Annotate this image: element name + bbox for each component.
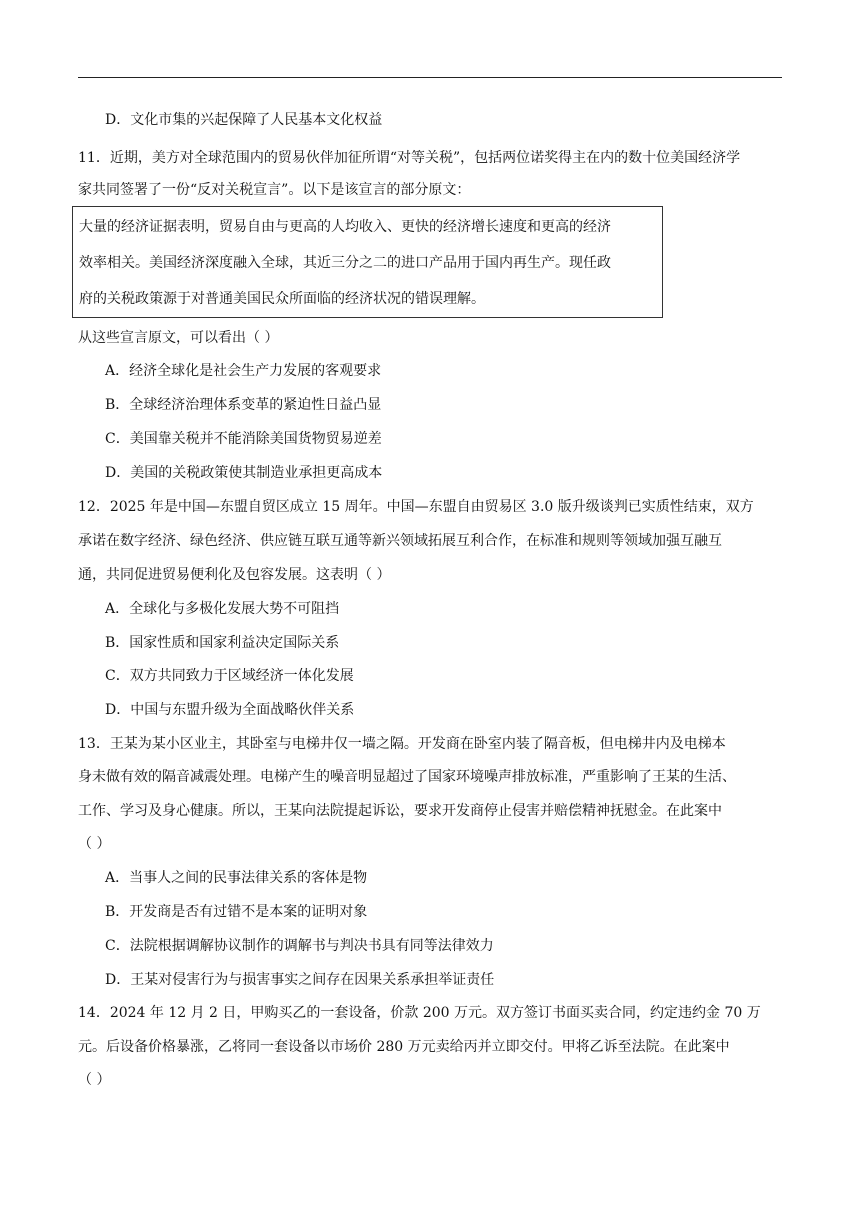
q11-stem-line-1: 11．近期，美方对全球范围内的贸易伙伴加征所谓“对等关税”，包括两位诺奖得主在内的数十位美国经济学 [78,150,741,166]
q12-option-a: A．全球化与多极化发展大势不可阻挡 [105,601,340,617]
q13-option-d: D．王某对侵害行为与损害事实之间存在因果关系承担举证责任 [105,972,495,988]
q14-stem-line-2: 元。后设备价格暴涨，乙将同一套设备以市场价 280 万元卖给丙并立即交付。甲将乙诉至法院。在此案中 [78,1039,730,1055]
q12-stem-line-3: 通，共同促进贸易便利化及包容发展。这表明（ ） [78,567,391,583]
q11-option-a: A．经济全球化是社会生产力发展的客观要求 [105,363,382,379]
q11-quote-line-2: 效率相关。美国经济深度融入全球，其近三分之二的进口产品用于国内再生产。现任政 [79,255,611,271]
q14-stem-line-1: 14．2024 年 12 月 2 日，甲购买乙的一套设备，价款 200 万元。双方签订书面买卖合同，约定违约金 70 万 [78,1005,761,1021]
q13-stem-line-4: （ ） [78,836,111,852]
q12-option-d: D．中国与东盟升级为全面战略伙伴关系 [105,702,355,718]
q13-stem-line-3: 工作、学习及身心健康。所以，王某向法院提起诉讼，要求开发商停止侵害并赔偿精神抚慰金。在此案中 [78,803,722,819]
q11-question: 从这些宣言原文，可以看出（ ） [78,330,279,346]
q11-quote-box [72,206,663,318]
q12-stem-line-1: 12．2025 年是中国—东盟自贸区成立 15 周年。中国—东盟自由贸易区 3.0 版升级谈判已实质性结束，双方 [78,499,754,515]
q11-quote-line-3: 府的关税政策源于对普通美国民众所面临的经济状况的错误理解。 [79,291,485,307]
q11-option-b: B．全球经济治理体系变革的紧迫性日益凸显 [105,397,382,413]
q12-option-b: B．国家性质和国家利益决定国际关系 [105,635,340,651]
q12-stem-line-2: 承诺在数字经济、绿色经济、供应链互联互通等新兴领域拓展互利合作，在标准和规则等领域加强互融互 [78,533,722,549]
q13-option-a: A．当事人之间的民事法律关系的客体是物 [105,870,368,886]
header-rule [78,77,782,78]
q13-stem-line-1: 13．王某为某小区业主，其卧室与电梯井仅一墙之隔。开发商在卧室内装了隔音板，但电梯井内及电梯本 [78,736,726,752]
q14-stem-line-3: （ ） [78,1072,111,1088]
q11-quote-line-1: 大量的经济证据表明，贸易自由与更高的人均收入、更快的经济增长速度和更高的经济 [79,219,611,235]
q11-stem-line-2: 家共同签署了一份“反对关税宣言”。以下是该宣言的部分原文： [78,182,471,198]
q10-option-d: D．文化市集的兴起保障了人民基本文化权益 [105,112,383,128]
q11-option-d: D．美国的关税政策使其制造业承担更高成本 [105,465,383,481]
q13-option-c: C．法院根据调解协议制作的调解书与判决书具有同等法律效力 [105,938,494,954]
q12-option-c: C．双方共同致力于区域经济一体化发展 [105,668,354,684]
q13-stem-line-2: 身未做有效的隔音减震处理。电梯产生的噪音明显超过了国家环境噪声排放标准，严重影响了王某的生活、 [78,769,736,785]
q11-option-c: C．美国靠关税并不能消除美国货物贸易逆差 [105,431,382,447]
q13-option-b: B．开发商是否有过错不是本案的证明对象 [105,904,368,920]
